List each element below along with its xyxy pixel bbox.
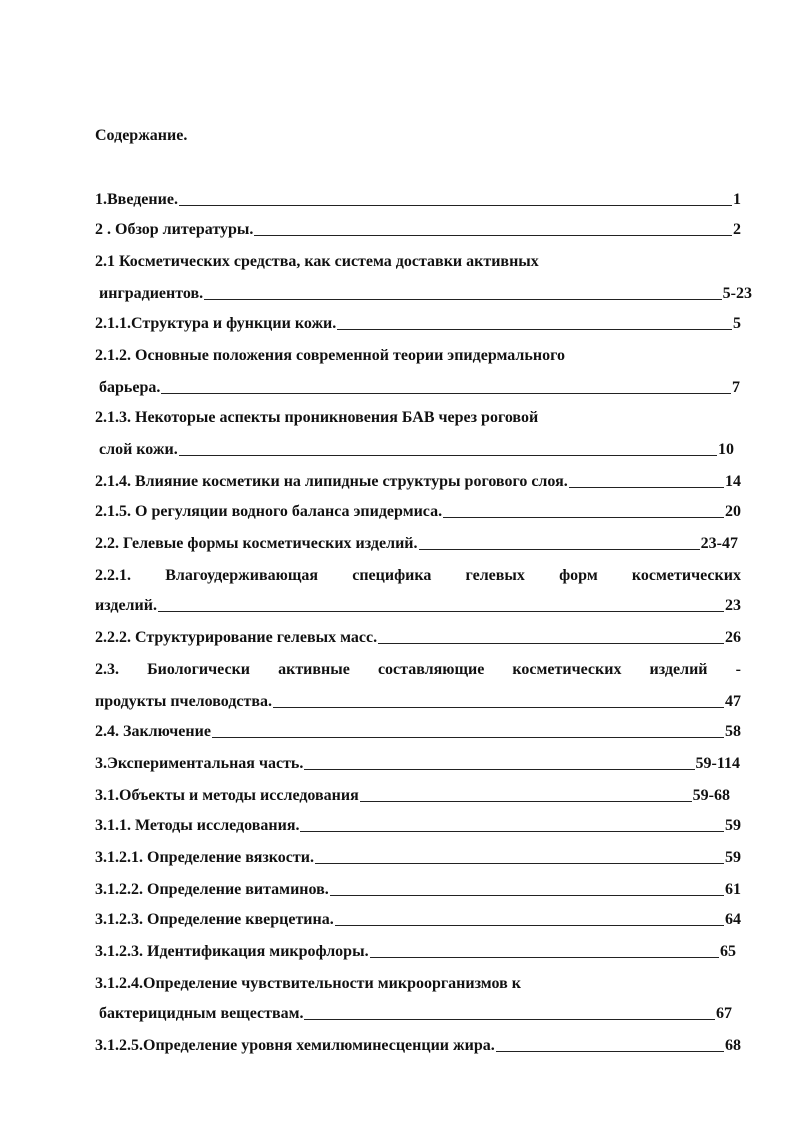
toc-leader-line [179,455,717,456]
toc-page-number: 5 [733,315,741,332]
toc-entry [95,312,741,334]
toc-page-number: 65 [720,943,736,960]
toc-leader-line [370,957,719,958]
toc-entry-text: 2.1 Косметических средства, как система доставки активных [95,253,539,270]
toc-entry-text: 2.1.5. О регуляции водного баланса эпидермиса. [95,503,443,520]
toc-page-number: 47 [725,693,741,710]
toc-leader-line [179,205,732,206]
toc-entry-word: гелевых [465,567,525,584]
toc-entry [95,972,741,994]
toc-page-number: 58 [725,723,741,740]
toc-entry [95,594,741,616]
toc-leader-line [315,863,724,864]
toc-page-number: 59 [725,849,741,866]
toc-entry [95,720,741,742]
toc-entry-text: 2.4. Заключение [95,723,211,740]
toc-page-number: 7 [732,379,740,396]
toc-entry [95,218,741,240]
toc-entry-word: составляющие [377,661,485,678]
toc-leader-line [330,895,724,896]
toc-page-number: 26 [725,629,741,646]
toc-entry [99,282,752,304]
toc-entry-word: специфика [352,567,432,584]
toc-leader-line [569,487,724,488]
toc-entry-text: 3.1.2.1. Определение вязкости. [95,849,314,866]
toc-entry [95,846,741,868]
toc-page-number: 67 [716,1005,732,1022]
toc-leader-line [496,1051,724,1052]
toc-page-number: 14 [725,473,741,490]
toc-entry-text: барьера. [99,379,161,396]
toc-page-number: 61 [725,881,741,898]
toc-entry [95,878,741,900]
toc-entry [95,344,741,366]
toc-leader-line [443,517,724,518]
toc-page-number: 5-23 [722,285,752,302]
toc-entry [99,438,734,460]
toc-entry-text: 2.2.2. Структурирование гелевых масс. [95,629,378,646]
toc-leader-line [304,1019,715,1020]
toc-entry [95,188,741,210]
toc-leader-line [158,611,724,612]
toc-entry-word: косметических [631,567,741,584]
toc-page-number: 10 [718,441,734,458]
toc-entry-text: 3.1.2.3. Идентификация микрофлоры. [95,943,369,960]
toc-entry [95,1034,741,1056]
toc-entry [95,752,740,774]
toc-entry-text: 3.1.2.2. Определение витаминов. [95,881,329,898]
toc-leader-line [419,549,700,550]
page-title: Содержание. [95,127,188,144]
toc-page-number: 23-47 [700,535,738,552]
toc-entry [95,500,741,522]
toc-leader-line [161,393,731,394]
toc-entry-text: продукты пчеловодства. [95,693,273,710]
toc-entry-text: ингрaдиентов. [99,285,204,302]
toc-entry-text: 3.Экспериментальная часть. [95,755,304,772]
toc-entry [95,626,741,648]
toc-entry [95,814,741,836]
toc-page-number: 68 [725,1037,741,1054]
toc-page-number: 2 [733,221,741,238]
toc-leader-line [304,769,694,770]
toc-entry-word: изделий [649,661,708,678]
toc-entry [95,690,741,712]
toc-entry-text: бактерицидным веществам. [99,1005,304,1022]
toc-leader-line [254,235,732,236]
toc-page-number: 23 [725,597,741,614]
toc-entry-word: 2.2.1. [95,567,131,584]
toc-entry [95,784,730,806]
toc-entry-text: 3.1.2.3. Определение кверцетина. [95,911,334,928]
toc-entry-word: Влагоудерживающая [165,567,319,584]
toc-entry-word: активные [278,661,350,678]
toc-leader-line [300,831,724,832]
toc-entry-text: 2.2. Гелевые формы косметических изделий. [95,535,418,552]
toc-page-number: 59-114 [695,755,740,772]
toc-leader-line [378,643,724,644]
toc-entry [95,658,741,680]
toc-entry [95,406,741,428]
toc-leader-line [204,299,722,300]
toc-entry [95,564,741,586]
toc-entry-word: - [735,661,741,678]
toc-entry-text: 2.1.1.Структура и функции кожи. [95,315,337,332]
toc-entry-text: 3.1.Объекты и методы исследования [95,787,359,804]
toc-entry-text: 2.1.4. Влияние косметики на липидные структуры рогового слоя. [95,473,568,490]
toc-entry-word: форм [559,567,598,584]
toc-entry-text: изделий. [95,597,157,614]
toc-entry [99,376,740,398]
toc-entry [95,532,738,554]
toc-entry [95,250,741,272]
toc-leader-line [337,329,732,330]
toc-entry [95,908,741,930]
toc-entry-word: Биологически [147,661,250,678]
toc-entry-text: 2.1.2. Основные положения современной теории эпидермального [95,347,565,364]
toc-page-number: 64 [725,911,741,928]
toc-entry [95,940,736,962]
toc-entry-text: 1.Введение. [95,191,178,208]
toc-page-number: 59 [725,817,741,834]
toc-leader-line [360,801,692,802]
toc-entry-text: слой кожи. [99,441,178,458]
toc-entry [99,1002,732,1024]
toc-page-number: 1 [733,191,741,208]
toc-page-number: 20 [725,503,741,520]
toc-page-number: 59-68 [692,787,730,804]
toc-entry-word: косметических [512,661,622,678]
toc-leader-line [212,737,724,738]
toc-entry-text: 2 . Обзор литературы. [95,221,254,238]
toc-leader-line [335,925,724,926]
toc-entry-text: 3.1.1. Методы исследования. [95,817,300,834]
toc-entry [95,470,741,492]
toc-leader-line [273,707,724,708]
toc-entry-text: 2.1.3. Некоторые аспекты проникновения БАВ через роговой [95,409,539,426]
toc-entry-text: 3.1.2.5.Определение уровня хемилюминесценции жира. [95,1037,495,1054]
toc-entry-word: 2.3. [95,661,119,678]
toc-entry-text: 3.1.2.4.Определение чувствительности микроорганизмов к [95,975,521,992]
